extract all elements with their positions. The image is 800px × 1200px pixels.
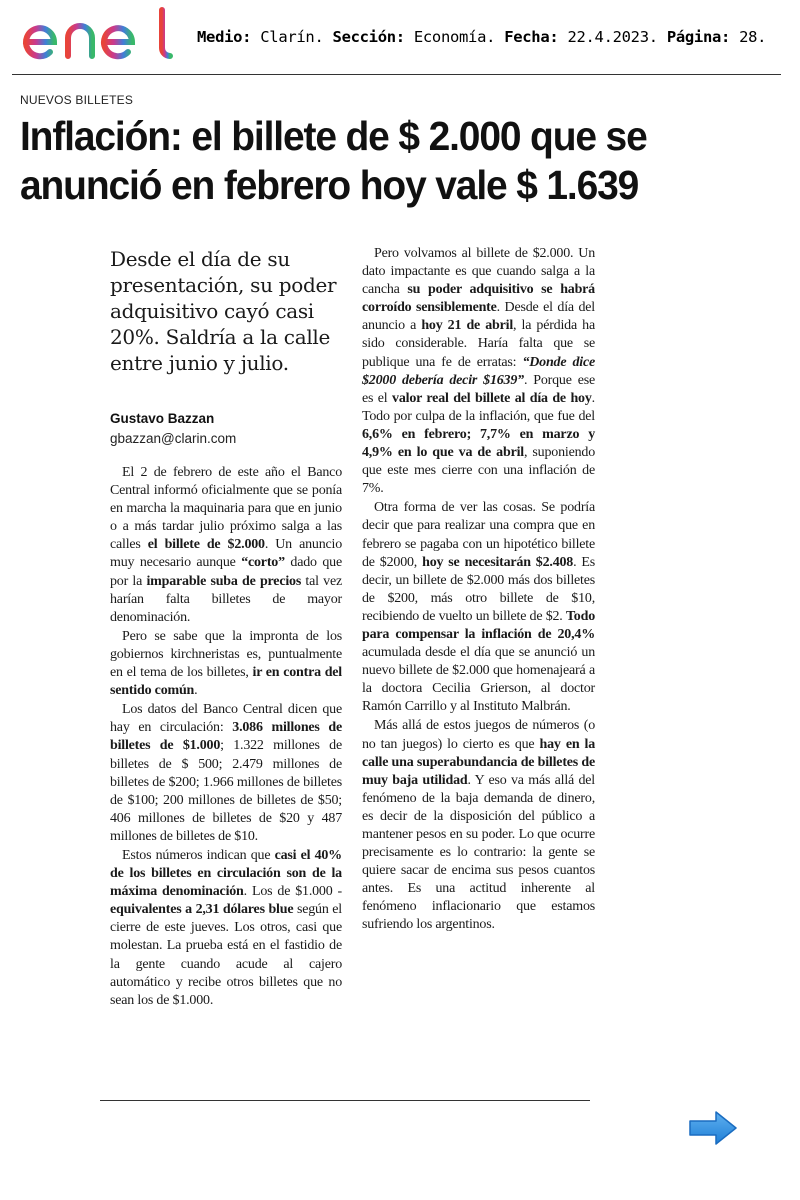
p6-bold: hoy se necesitarán $2.408: [422, 554, 574, 570]
p4-text: Estos números indican que: [122, 847, 275, 863]
p4-bold: equivalentes a 2,31 dólares blue: [110, 902, 294, 918]
pagina-label: Página:: [666, 28, 731, 46]
p1-text: tal vez harían falta billetes de mayor denominación.: [110, 573, 342, 625]
article-lead: Desde el día de su presentación, su poder adquisitivo cayó casi 20%. Saldría a la calle entre junio y julio.: [110, 247, 337, 375]
paragraph-6: [362, 499, 595, 716]
p5-text: Pero volvamos al billete de $2.000. Un dato impactante es que cuando salga a la cancha: [362, 246, 595, 298]
arrow-right-icon[interactable]: [688, 1110, 738, 1146]
paragraph-7: [362, 717, 595, 934]
p3-text: Los datos del Banco Central dicen que hay en circulación:: [110, 702, 342, 736]
p2-text: .: [194, 683, 198, 699]
paragraph-5: [362, 245, 595, 498]
p1-bold: imparable suba de precios: [146, 573, 302, 589]
p6-text: Otra forma de ver las cosas. Se podría decir que para realizar una compra que en febrero se pagaba con un hipotético billete de $2000,: [362, 500, 595, 570]
p6-text: . Es decir, un billete de $2.000 más dos billetes de $200, más otro billete de $10, recibiendo de vuelto un billete de $2.: [362, 554, 596, 624]
p4-bold: casi el 40% de los billetes en circulación son de la máxima denominación: [110, 847, 342, 900]
p1-text: dado que por la: [110, 555, 342, 589]
author-email: gbazzan@clarin.com: [110, 431, 237, 446]
p1-text: . Un anuncio muy necesario aunque: [110, 537, 342, 571]
seccion-label: Sección:: [332, 28, 405, 46]
paragraph-3: [110, 701, 342, 846]
next-page-button[interactable]: [688, 1110, 738, 1146]
p1-text: El 2 de febrero de este año el Banco Central informó oficialmente que se ponía en marcha la maquinaria para que en junio o a más tardar julio próximo salga a las calles: [110, 465, 342, 553]
fecha-label: Fecha:: [504, 28, 559, 46]
p2-bold: ir en contra del sentido común: [110, 665, 342, 699]
pagina-value: 28.: [739, 28, 767, 46]
p7-bold: hay en la calle una superabundancia de billetes de muy baja utilidad: [362, 736, 595, 788]
paragraph-2: [110, 628, 342, 700]
p7-text: Más allá de estos juegos de números (o no tan juegos) lo cierto es que: [362, 718, 595, 752]
p4-text: . Los de $1.000 -: [243, 884, 342, 900]
clipping-metadata: [197, 28, 766, 46]
author-name: Gustavo Bazzan: [110, 411, 215, 426]
footer-divider: [100, 1100, 590, 1101]
p1-bold: el billete de $2.000: [147, 537, 265, 553]
paragraph-1: [110, 464, 342, 627]
p5-text: . Porque ese es el: [362, 372, 595, 406]
fecha-value: 22.4.2023.: [567, 28, 658, 46]
p5-text: . Todo por culpa de la inflación, que fue del: [362, 390, 595, 424]
article-column-2: [362, 245, 595, 935]
p5-bold: 6,6% en febrero; 7,7% en marzo y 4,9% en lo que va de abril: [362, 426, 595, 461]
p5-text: , la pérdida ha sido considerable. Haría falta que se publique una fe de erratas:: [362, 318, 595, 370]
enel-logo-mark: [18, 6, 180, 68]
medio-label: Medio:: [197, 28, 252, 46]
p5-bold-italic: “Donde dice $2000 debería decir $1639”: [362, 354, 595, 388]
p5-text: . Desde el día del anuncio a: [362, 300, 595, 334]
p3-text: ; 1.322 millones de billetes de $ 500; 2.479 millones de billetes de $200; 1.966 millones de billetes de $100; 200 millones de billetes de $50; 406 millones de billetes de $20 y 487 millones de billetes de $10.: [110, 738, 342, 844]
p3-bold: 3.086 millones de billetes de $1.000: [110, 720, 342, 754]
p6-text: acumulada desde el día que se anunció un nuevo billete de $2.000 que homenajeará a la doctora Cecilia Grierson, al doctor Ramón Carrillo y al Instituto Malbrán.: [362, 645, 595, 715]
p4-text: según el cierre de este jueves. Los otros, casi que molestan. La prueba está en el fastidio de la gente cuando acude al cajero automático y recibe otros billetes que no sean los de $1.000.: [110, 902, 342, 1008]
section-kicker: NUEVOS BILLETES: [20, 93, 134, 107]
p5-text: , suponiendo que este mes cierre con una inflación de 7%.: [362, 445, 595, 497]
p2-text: Pero se sabe que la impronta de los gobiernos kirchneristas es, puntualmente en el tema de los billetes,: [110, 628, 342, 681]
seccion-value: Economía.: [413, 28, 496, 46]
article-column-1: [110, 464, 342, 1010]
header-divider: [12, 74, 781, 75]
p7-text: . Y eso va más allá del fenómeno de la baja demanda de dinero, es decir de la disposición del público a mantener pesos en su poder. Lo que ocurre precisamente es lo contrario: la gente se quiere sacar de encima sus pesos cuantos antes. Es una actitud inherente al fenómeno inflacionario que estamos sufriendo los argentinos.: [362, 772, 595, 933]
medio-value: Clarín.: [260, 28, 324, 46]
p5-bold: hoy 21 de abril: [421, 318, 514, 334]
p1-bold: “corto”: [241, 555, 285, 571]
p5-bold: valor real del billete al día de hoy: [392, 390, 592, 406]
article-headline: Inflación: el billete de $ 2.000 que se anunció en febrero hoy vale $ 1.639: [20, 113, 647, 208]
paragraph-4: [110, 847, 342, 1010]
enel-logo: [18, 6, 180, 68]
p5-bold: su poder adquisitivo se habrá corroído sensiblemente: [362, 282, 595, 316]
p6-bold: Todo para compensar la inflación de 20,4%: [362, 608, 595, 642]
